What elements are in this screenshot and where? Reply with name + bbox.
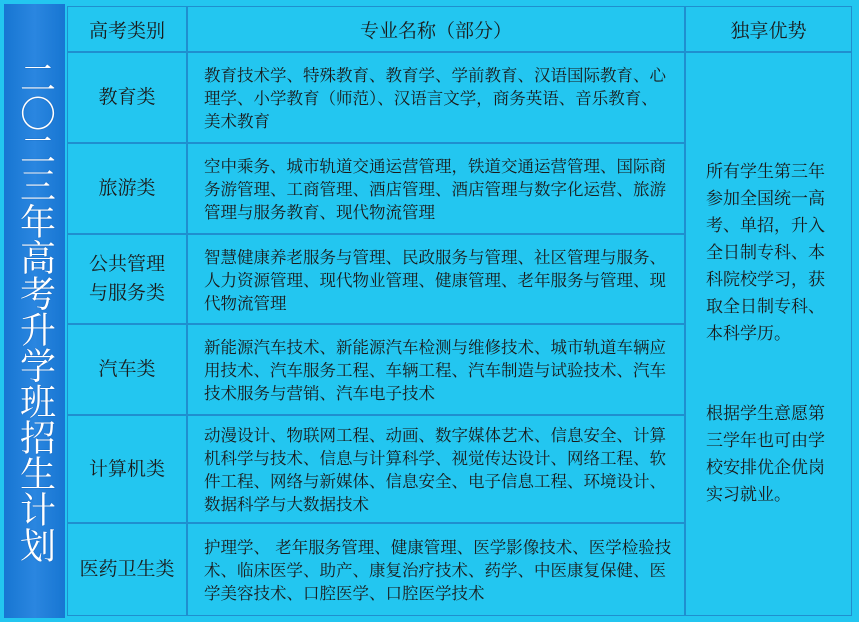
majors-text: 智慧健康养老服务与管理、民政服务与管理、社区管理与服务、人力资源管理、现代物业管理、健康管理、老年服务与管理、现代物流管理 xyxy=(204,247,666,313)
category-cell-public-service: 公共管理与服务类 xyxy=(67,234,187,324)
header-advantage: 独享优势 xyxy=(685,6,852,52)
majors-cell-computer xyxy=(187,415,685,523)
majors-cell-public-service xyxy=(187,234,685,324)
advantage-paragraph-1: 所有学生第三年参加全国统一高考、单招，升入全日制专科、本科院校学习，获取全日制专科、本科学历。 xyxy=(706,162,825,344)
category-cell-automotive: 汽车类 xyxy=(67,324,187,415)
majors-text: 护理学、 老年服务管理、健康管理、医学影像技术、医学检验技术、临床医学、助产、康复治疗技术、药学、中医康复保健、医学美容技术、口腔医学、口腔医学技术 xyxy=(204,538,672,603)
majors-cell-tourism xyxy=(187,143,685,234)
majors-cell-medical xyxy=(187,523,685,616)
category-cell-education: 教育类 xyxy=(67,52,187,143)
header-majors: 专业名称（部分） xyxy=(187,6,685,52)
majors-cell-automotive xyxy=(187,324,685,415)
majors-text: 新能源汽车技术、新能源汽车检测与维修技术、城市轨道车辆应用技术、汽车服务工程、车辆工程、汽车制造与试验技术、汽车技术服务与营销、汽车电子技术 xyxy=(204,338,666,403)
category-cell-computer: 计算机类 xyxy=(67,415,187,523)
majors-text: 教育技术学、特殊教育、教育学、学前教育、汉语国际教育、心理学、小学教育（师范）、汉语言文学，商务英语、音乐教育、美术教育 xyxy=(204,66,666,131)
category-cell-medical: 医药卫生类 xyxy=(67,523,187,616)
header-category: 高考类别 xyxy=(67,6,187,52)
majors-cell-education xyxy=(187,52,685,143)
side-title-bar xyxy=(4,4,65,618)
advantage-cell xyxy=(685,52,852,616)
majors-text: 空中乘务、城市轨道交通运营管理，铁道交通运营管理、国际商务游管理、工商管理、酒店管理、酒店管理与数字化运营、旅游管理与服务教育、现代物流管理 xyxy=(204,157,666,222)
majors-text: 动漫设计、物联网工程、动画、数字媒体艺术、信息安全、计算机科学与技术、信息与计算科学、视觉传达设计、网络工程、软件工程、网络与新媒体、信息安全、电子信息工程、环境设计、数据科学与大数据技术 xyxy=(204,426,666,514)
side-title: 二〇二三年高考升学班招生计划 xyxy=(14,59,56,563)
category-cell-tourism: 旅游类 xyxy=(67,143,187,234)
advantage-paragraph-2: 根据学生意愿第三学年也可由学校安排优企优岗实习就业。 xyxy=(706,404,825,505)
